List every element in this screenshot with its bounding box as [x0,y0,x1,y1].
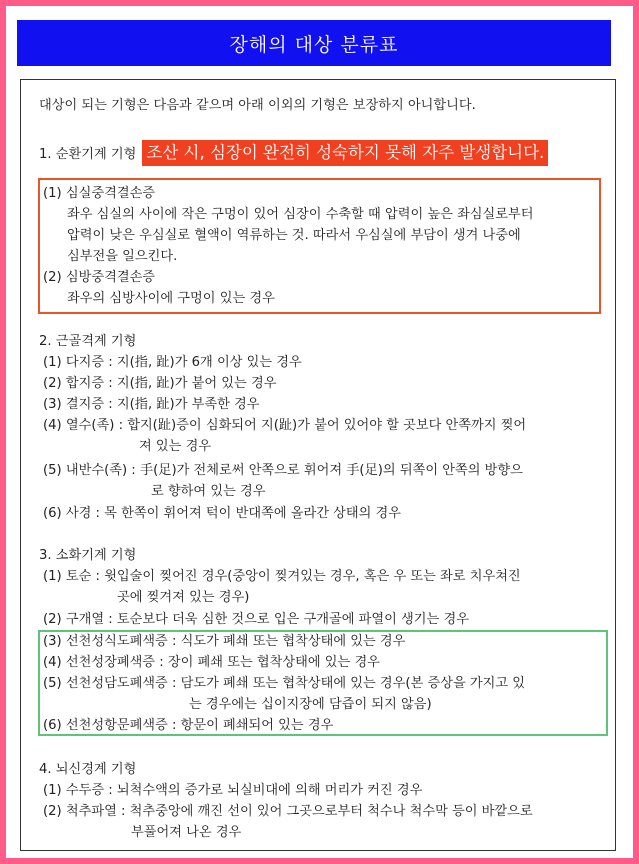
section3-heading: 3. 소화기계 기형 [39,548,137,563]
section4-item: (1) 수두증 : 뇌척수액의 증가로 뇌실비대에 의해 머리가 커진 경우 [43,783,423,798]
section1-item-1-desc: 압력이 낮은 우심실로 혈액이 역류하는 것. 따라서 우심실에 부담이 생겨 나중에 [67,228,521,243]
section3-item: (5) 선천성담도폐색증 : 담도가 폐쇄 또는 협착상태에 있는 경우(본 증상을 가지고 있 [43,676,526,691]
section2-item: (3) 결지증 : 지(指, 趾)가 부족한 경우 [43,397,260,412]
section4-item: (2) 척추파열 : 척추중앙에 깨진 선이 있어 그곳으로부터 척수나 척수막 등이 바깥으로 [43,804,533,819]
section3-item: (1) 토순 : 윗입술이 찢어진 경우(중앙이 찢겨있는 경우, 혹은 우 또는 좌로 치우쳐진 [43,569,521,584]
section3-item-cont: 곳에 찢겨져 있는 경우) [117,590,250,605]
section1-highlight-note: 조산 시, 심장이 완전히 성숙하지 못해 자주 발생합니다. [142,140,548,166]
section1-item-1: (1) 심실중격결손증 [43,186,156,201]
section1-item-2-desc: 좌우의 심방사이에 구멍이 있는 경우 [67,291,275,306]
section2-item: (4) 열수(족) : 합지(趾)증이 심화되어 지(趾)가 붙어 있어야 할 곳보다 안쪽까지 찢어 [43,418,527,433]
section3-item-cont: 는 경우에는 십이지장에 담즙이 되지 않음) [189,697,432,712]
section2-item-cont: 져 있는 경우 [139,439,212,454]
intro-text: 대상이 되는 기형은 다음과 같으며 아래 이외의 기형은 보장하지 아니합니다. [39,98,476,113]
section1-item-1-desc: 심부전을 일으킨다. [67,249,178,264]
section1-item-2: (2) 심방중격결손증 [43,270,156,285]
section3-item: (6) 선천성항문폐색증 : 항문이 폐쇄되어 있는 경우 [43,718,334,733]
section2-heading: 2. 근골격계 기형 [39,334,137,349]
section3-item: (2) 구개열 : 토순보다 더욱 심한 것으로 입은 구개골에 파열이 생기는 경우 [43,612,469,627]
classification-table [20,79,616,851]
section1-item-1-desc: 좌우 심실의 사이에 작은 구멍이 있어 심장이 수축할 때 압력이 높은 좌심실로부터 [67,207,534,222]
section2-item: (6) 사경 : 목 한쪽이 휘어져 턱이 반대쪽에 올라간 상태의 경우 [43,506,402,521]
section2-item-cont: 로 향하여 있는 경우 [151,484,266,499]
section3-item: (3) 선천성식도폐색증 : 식도가 폐쇄 또는 협착상태에 있는 경우 [43,634,406,649]
section4-heading: 4. 뇌신경계 기형 [39,762,137,777]
page-title: 장해의 대상 분류표 [17,20,611,66]
section2-item: (1) 다지증 : 지(指, 趾)가 6개 이상 있는 경우 [43,355,302,370]
section2-item: (2) 합지증 : 지(指, 趾)가 붙어 있는 경우 [43,376,277,391]
section1-heading: 1. 순환기계 기형 [39,147,137,162]
section4-item-cont: 부풀어져 나온 경우 [131,825,242,840]
section1-heading-row [39,140,548,168]
section2-item: (5) 내반수(족) : 手(足)가 전체로써 안쪽으로 휘어져 手(足)의 뒤쪽이 안쪽의 방향으 [43,463,523,478]
section3-item: (4) 선천성장폐색증 : 장이 폐쇄 또는 협착상태에 있는 경우 [43,655,380,670]
